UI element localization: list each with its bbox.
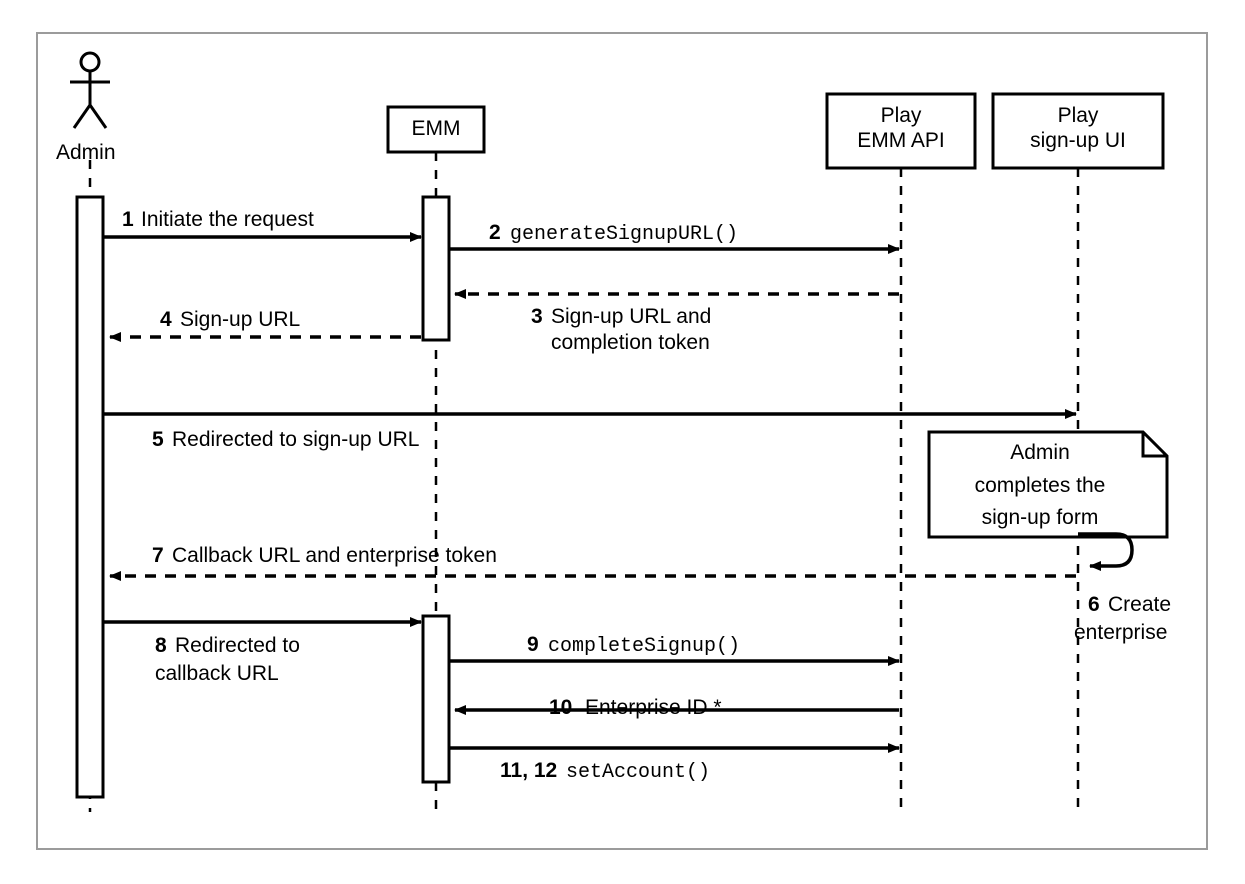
message-number-11-12: 11, 12 — [500, 759, 558, 782]
message-text-6-line2: enterprise — [1074, 621, 1168, 644]
message-text-9: completeSignup() — [548, 635, 741, 658]
actor-label-admin: Admin — [56, 141, 116, 164]
message-text-6-line1: Create — [1108, 593, 1172, 616]
actor-label-emm: EMM — [411, 117, 461, 140]
actor-label-play-signup-ui-line1: Play — [1057, 104, 1099, 127]
activation-emm-2 — [423, 616, 449, 782]
message-number-10: 10 — [549, 696, 573, 719]
activation-admin — [77, 197, 103, 797]
message-text-8-line1: Redirected to — [175, 634, 300, 657]
actor-admin-figure — [70, 53, 110, 128]
message-number-3: 3 — [531, 305, 543, 328]
message-text-3-line2: completion token — [551, 331, 710, 354]
actor-label-play-emm-api-line1: Play — [880, 104, 922, 127]
activation-emm-1 — [423, 197, 449, 340]
message-text-4: Sign-up URL — [180, 308, 301, 331]
actor-label-play-emm-api-line2: EMM API — [857, 129, 945, 152]
message-text-3-line1: Sign-up URL and — [551, 305, 712, 328]
message-text-5: Redirected to sign-up URL — [172, 428, 420, 451]
message-text-1: Initiate the request — [141, 208, 314, 231]
note-text-line1: Admin — [1010, 441, 1070, 464]
message-number-9: 9 — [527, 633, 539, 656]
actor-label-play-signup-ui-line2: sign-up UI — [1030, 129, 1126, 152]
message-text-10: Enterprise ID * — [585, 696, 722, 719]
note-text-line2: completes the — [974, 474, 1106, 497]
message-text-11-12: setAccount() — [566, 761, 711, 784]
message-text-2: generateSignupURL() — [510, 223, 739, 246]
message-number-7: 7 — [152, 544, 164, 567]
message-text-8-line2: callback URL — [155, 662, 279, 685]
message-number-8: 8 — [155, 634, 167, 657]
message-number-2: 2 — [489, 221, 501, 244]
message-number-1: 1 — [122, 208, 134, 231]
message-number-6: 6 — [1088, 593, 1100, 616]
note-text-line3: sign-up form — [981, 506, 1099, 529]
message-number-5: 5 — [152, 428, 164, 451]
message-arrow-6 — [1078, 534, 1132, 566]
message-number-4: 4 — [160, 308, 172, 331]
message-text-7: Callback URL and enterprise token — [172, 544, 497, 567]
